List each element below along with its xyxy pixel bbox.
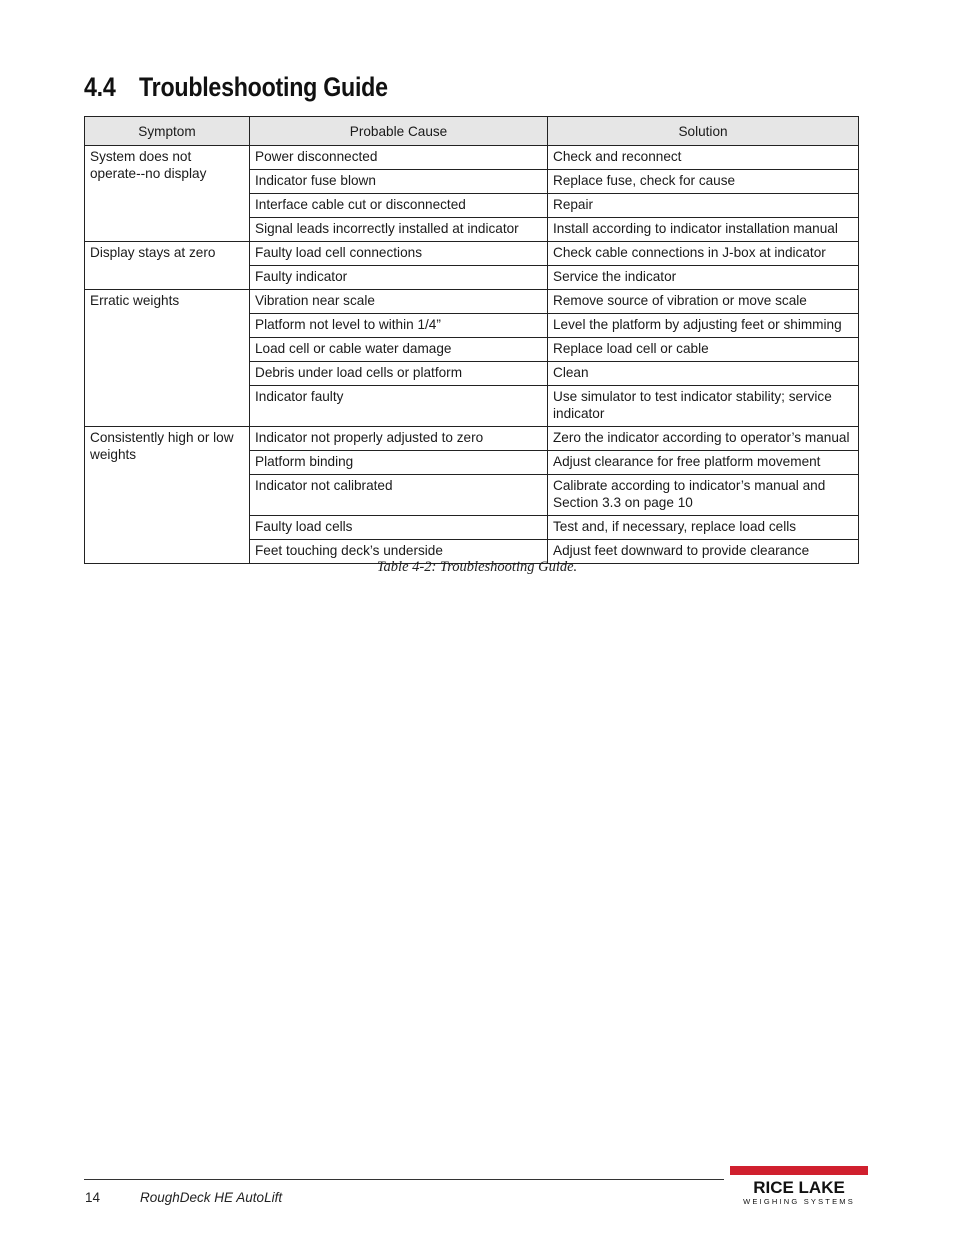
solution-cell: Service the indicator	[548, 266, 859, 290]
solution-cell: Check cable connections in J-box at indicator	[548, 242, 859, 266]
solution-cell: Remove source of vibration or move scale	[548, 290, 859, 314]
header-symptom: Symptom	[85, 117, 250, 146]
cause-cell: Debris under load cells or platform	[250, 362, 548, 386]
solution-cell: Install according to indicator installation manual	[548, 218, 859, 242]
document-title: RoughDeck HE AutoLift	[140, 1190, 283, 1205]
solution-cell: Adjust clearance for free platform movement	[548, 451, 859, 475]
solution-cell: Replace load cell or cable	[548, 338, 859, 362]
rice-lake-logo	[730, 1166, 868, 1210]
cause-cell: Platform binding	[250, 451, 548, 475]
section-number: 4.4	[84, 72, 116, 102]
solution-cell: Zero the indicator according to operator’s manual	[548, 427, 859, 451]
cause-cell: Platform not level to within 1/4”	[250, 314, 548, 338]
cause-cell: Indicator faulty	[250, 386, 548, 427]
logo-text: RICE LAKE	[753, 1178, 845, 1197]
logo-subtext: WEIGHING SYSTEMS	[743, 1197, 855, 1206]
solution-cell: Replace fuse, check for cause	[548, 170, 859, 194]
section-title: Troubleshooting Guide	[139, 72, 388, 102]
table-caption: Table 4-2: Troubleshooting Guide.	[376, 559, 578, 575]
cause-cell: Indicator not properly adjusted to zero	[250, 427, 548, 451]
table-row	[85, 242, 859, 266]
section-heading	[84, 72, 388, 103]
solution-cell: Test and, if necessary, replace load cells	[548, 516, 859, 540]
troubleshooting-table	[84, 116, 859, 564]
solution-cell: Use simulator to test indicator stability; service indicator	[548, 386, 859, 427]
symptom-cell: Erratic weights	[85, 290, 250, 427]
cause-cell: Vibration near scale	[250, 290, 548, 314]
cause-cell: Faulty load cells	[250, 516, 548, 540]
footer-divider	[84, 1179, 724, 1180]
table-row	[85, 427, 859, 451]
cause-cell: Faulty load cell connections	[250, 242, 548, 266]
symptom-cell: Consistently high or low weights	[85, 427, 250, 564]
solution-cell: Adjust feet downward to provide clearance	[548, 540, 859, 564]
solution-cell: Calibrate according to indicator’s manual and Section 3.3 on page 10	[548, 475, 859, 516]
cause-cell: Load cell or cable water damage	[250, 338, 548, 362]
header-probable-cause: Probable Cause	[250, 117, 548, 146]
page-number: 14	[85, 1190, 101, 1205]
solution-cell: Check and reconnect	[548, 146, 859, 170]
solution-cell: Repair	[548, 194, 859, 218]
table-row	[85, 290, 859, 314]
header-solution: Solution	[548, 117, 859, 146]
cause-cell: Indicator fuse blown	[250, 170, 548, 194]
table-row	[85, 146, 859, 170]
symptom-cell: System does not operate--no display	[85, 146, 250, 242]
symptom-cell: Display stays at zero	[85, 242, 250, 290]
logo-red-bar	[730, 1166, 868, 1175]
cause-cell: Power disconnected	[250, 146, 548, 170]
solution-cell: Level the platform by adjusting feet or shimming	[548, 314, 859, 338]
cause-cell: Indicator not calibrated	[250, 475, 548, 516]
cause-cell: Faulty indicator	[250, 266, 548, 290]
cause-cell: Interface cable cut or disconnected	[250, 194, 548, 218]
table-header-row	[85, 117, 859, 146]
cause-cell: Feet touching deck’s underside	[250, 540, 548, 564]
cause-cell: Signal leads incorrectly installed at indicator	[250, 218, 548, 242]
solution-cell: Clean	[548, 362, 859, 386]
